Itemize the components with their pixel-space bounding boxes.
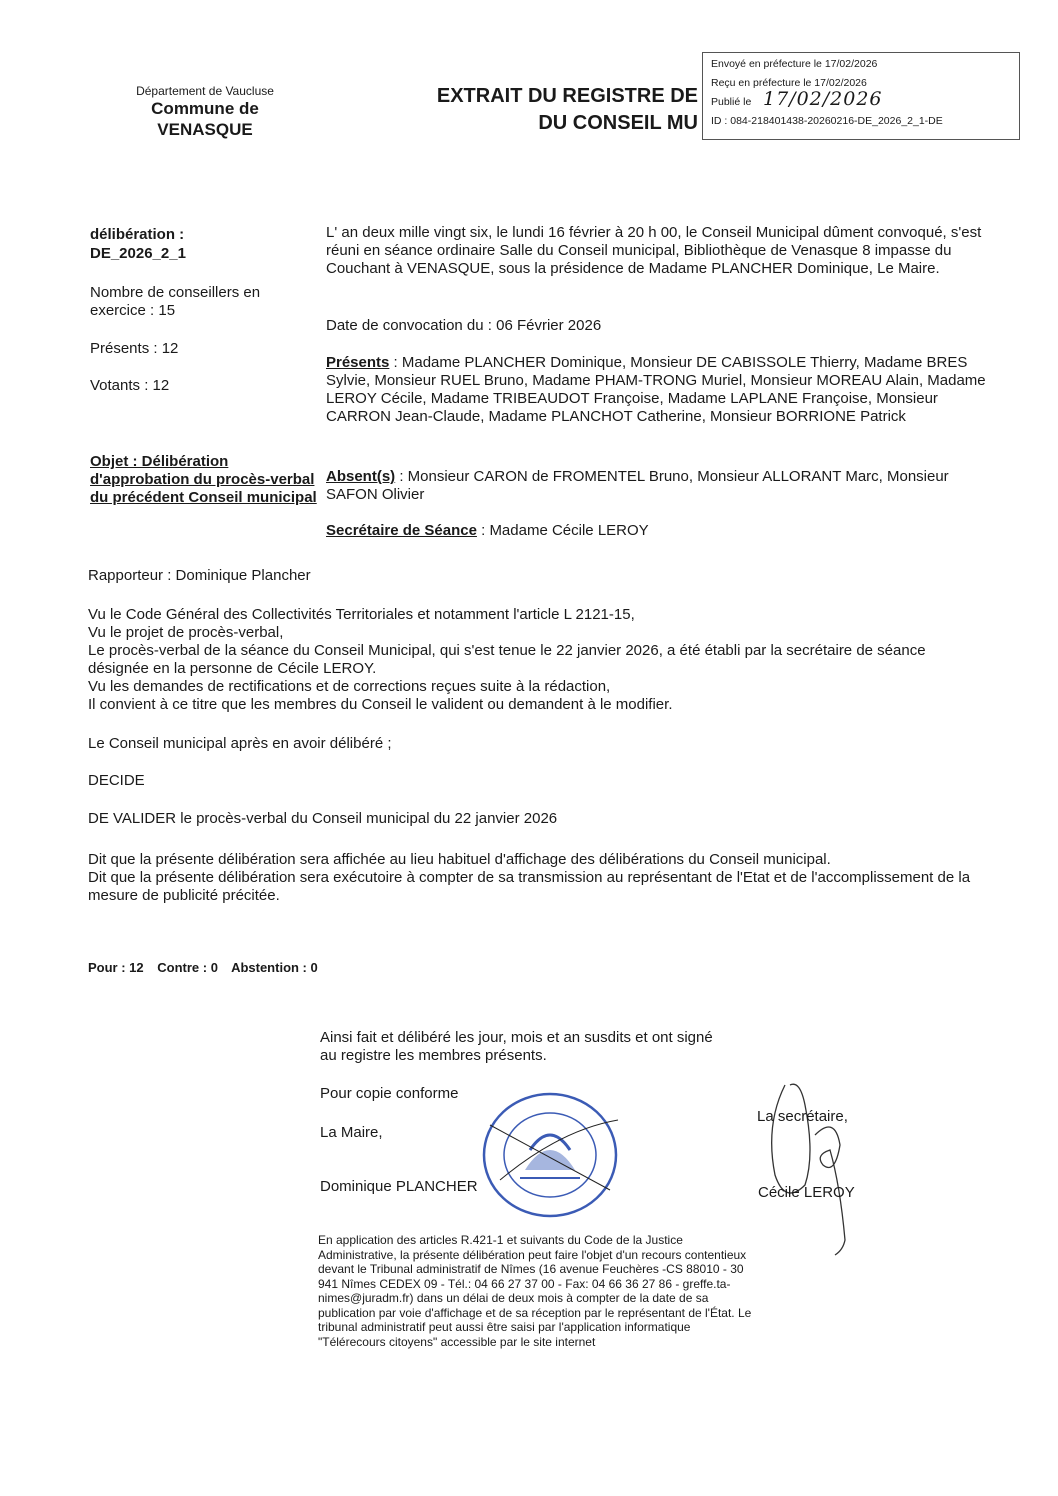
commune-name: VENASQUE <box>157 120 253 139</box>
stamp-id: ID : 084-218401438-20260216-DE_2026_2_1-DE <box>711 115 943 127</box>
secretaire-name: : Madame Cécile LEROY <box>476 522 649 539</box>
presents-count: Présents : 12 <box>90 340 179 357</box>
presents-paragraph <box>326 354 996 426</box>
vote-pour: Pour : 12 <box>88 960 144 975</box>
ainsi-fait: Ainsi fait et délibéré les jour, mois et an susdits et ont signé au registre les membres présents. <box>320 1029 713 1064</box>
department-label: Département de Vaucluse <box>136 84 274 98</box>
dit-executoire: Dit que la présente délibération sera exécutoire à compter de sa transmission au représentant de l'Etat et de l'accomplissement de la mesure de publicité précitée. <box>88 869 971 904</box>
deliberation-label: délibération : <box>90 226 185 243</box>
convocation-date: Date de convocation du : 06 Février 2026 <box>326 317 602 334</box>
stamp-sent: Envoyé en préfecture le 17/02/2026 <box>711 58 878 70</box>
document-title-line1: EXTRAIT DU REGISTRE DE <box>436 85 698 107</box>
vote-results <box>88 960 328 975</box>
votants-count: Votants : 12 <box>90 377 170 394</box>
vote-contre: Contre : 0 <box>157 960 218 975</box>
vu-projet: Vu le projet de procès-verbal, <box>88 624 284 641</box>
dit-affichage: Dit que la présente délibération sera affichée au lieu habituel d'affichage des délibérations du Conseil municipal. <box>88 851 831 868</box>
document-title-line2: DU CONSEIL MU <box>538 112 698 134</box>
maire-name: Dominique PLANCHER <box>320 1178 478 1195</box>
deliberation-id: DE_2026_2_1 <box>90 245 186 262</box>
maire-label: La Maire, <box>320 1124 383 1141</box>
secretaire-paragraph <box>326 522 996 540</box>
decide: DECIDE <box>88 772 145 789</box>
stamp-received: Reçu en préfecture le 17/02/2026 <box>711 77 867 89</box>
absents-names: : Monsieur CARON de FROMENTEL Bruno, Monsieur ALLORANT Marc, Monsieur SAFON Olivier <box>326 468 949 503</box>
secretaire-label: Secrétaire de Séance <box>326 522 477 539</box>
presents-label: Présents <box>326 354 390 371</box>
intro-paragraph: L' an deux mille vingt six, le lundi 16 février à 20 h 00, le Conseil Municipal dûment convoqué, s'est réuni en séance ordinaire Salle du Conseil municipal, Bibliothèque de Venasque 8 impasse du Couchant à VENASQUE, sous la présidence de Madame PLANCHER Dominique, Le Maire. <box>326 224 982 277</box>
convient: Il convient à ce titre que les membres du Conseil le valident ou demandent à le modifier. <box>88 696 673 713</box>
vu-cgct: Vu le Code Général des Collectivités Territoriales et notamment l'article L 2121-15, <box>88 606 635 623</box>
pv-etabli: Le procès-verbal de la séance du Conseil Municipal, qui s'est tenue le 22 janvier 2026, a été établi par la secrétaire de séance désignée en la personne de Cécile LEROY. <box>88 642 926 677</box>
commune-header <box>100 84 310 140</box>
absents-paragraph <box>326 468 996 504</box>
secretaire-signature <box>745 1065 885 1265</box>
commune-label: Commune de <box>151 99 259 118</box>
secretaire-signature-name: Cécile LEROY <box>758 1184 855 1201</box>
objet: Objet : Délibération d'approbation du procès-verbal du précédent Conseil municipal <box>90 453 317 506</box>
presents-names: : Madame PLANCHER Dominique, Monsieur DE CABISSOLE Thierry, Madame BRES Sylvie, Monsieur RUEL Bruno, Madame PHAM-TRONG Muriel, Monsieur MOREAU Alain, Madame LEROY Cécile, Madame TRIBEAUDOT Françoise, Madame LAPLANE Françoise, Monsieur CARRON Jean-Claude, Madame PLANCHOT Catherine, Monsieur BORRIONE Patrick <box>326 354 986 425</box>
de-valider: DE VALIDER le procès-verbal du Conseil municipal du 22 janvier 2026 <box>88 810 558 827</box>
nb-conseillers: Nombre de conseillers en exercice : 15 <box>90 284 261 319</box>
absents-label: Absent(s) <box>326 468 396 485</box>
prefecture-stamp <box>702 52 1020 140</box>
stamp-published-date: 17/02/2026 <box>763 88 883 110</box>
vu-demandes: Vu les demandes de rectifications et de corrections reçues suite à la rédaction, <box>88 678 611 695</box>
rapporteur: Rapporteur : Dominique Plancher <box>88 567 311 584</box>
vote-abstention: Abstention : 0 <box>231 960 318 975</box>
legal-notice: En application des articles R.421-1 et suivants du Code de la Justice Administrative, la présente délibération peut faire l'objet d'un recours contentieux devant le Tribunal administratif de Nîmes (16 avenue Feuchères -CS 88010 - 30 941 Nîmes CEDEX 09 - Tél.: 04 66 27 37 00 - Fax: 04 66 36 27 86 - greffe.ta-nimes@juradm.fr) dans un délai de deux mois à compter de la date de sa publication par voie d'affichage et de sa réception par le représentant de l'État. Le tribunal administratif peut aussi être saisi par l'application informatique "Télérecours citoyens" accessible par le site internet <box>318 1233 752 1349</box>
conseil-delibere: Le Conseil municipal après en avoir délibéré ; <box>88 735 392 752</box>
mairie-seal-icon <box>480 1090 620 1220</box>
stamp-published-label: Publié le <box>711 96 752 108</box>
secretaire-signature-label: La secrétaire, <box>757 1108 848 1125</box>
copie-conforme: Pour copie conforme <box>320 1085 459 1102</box>
